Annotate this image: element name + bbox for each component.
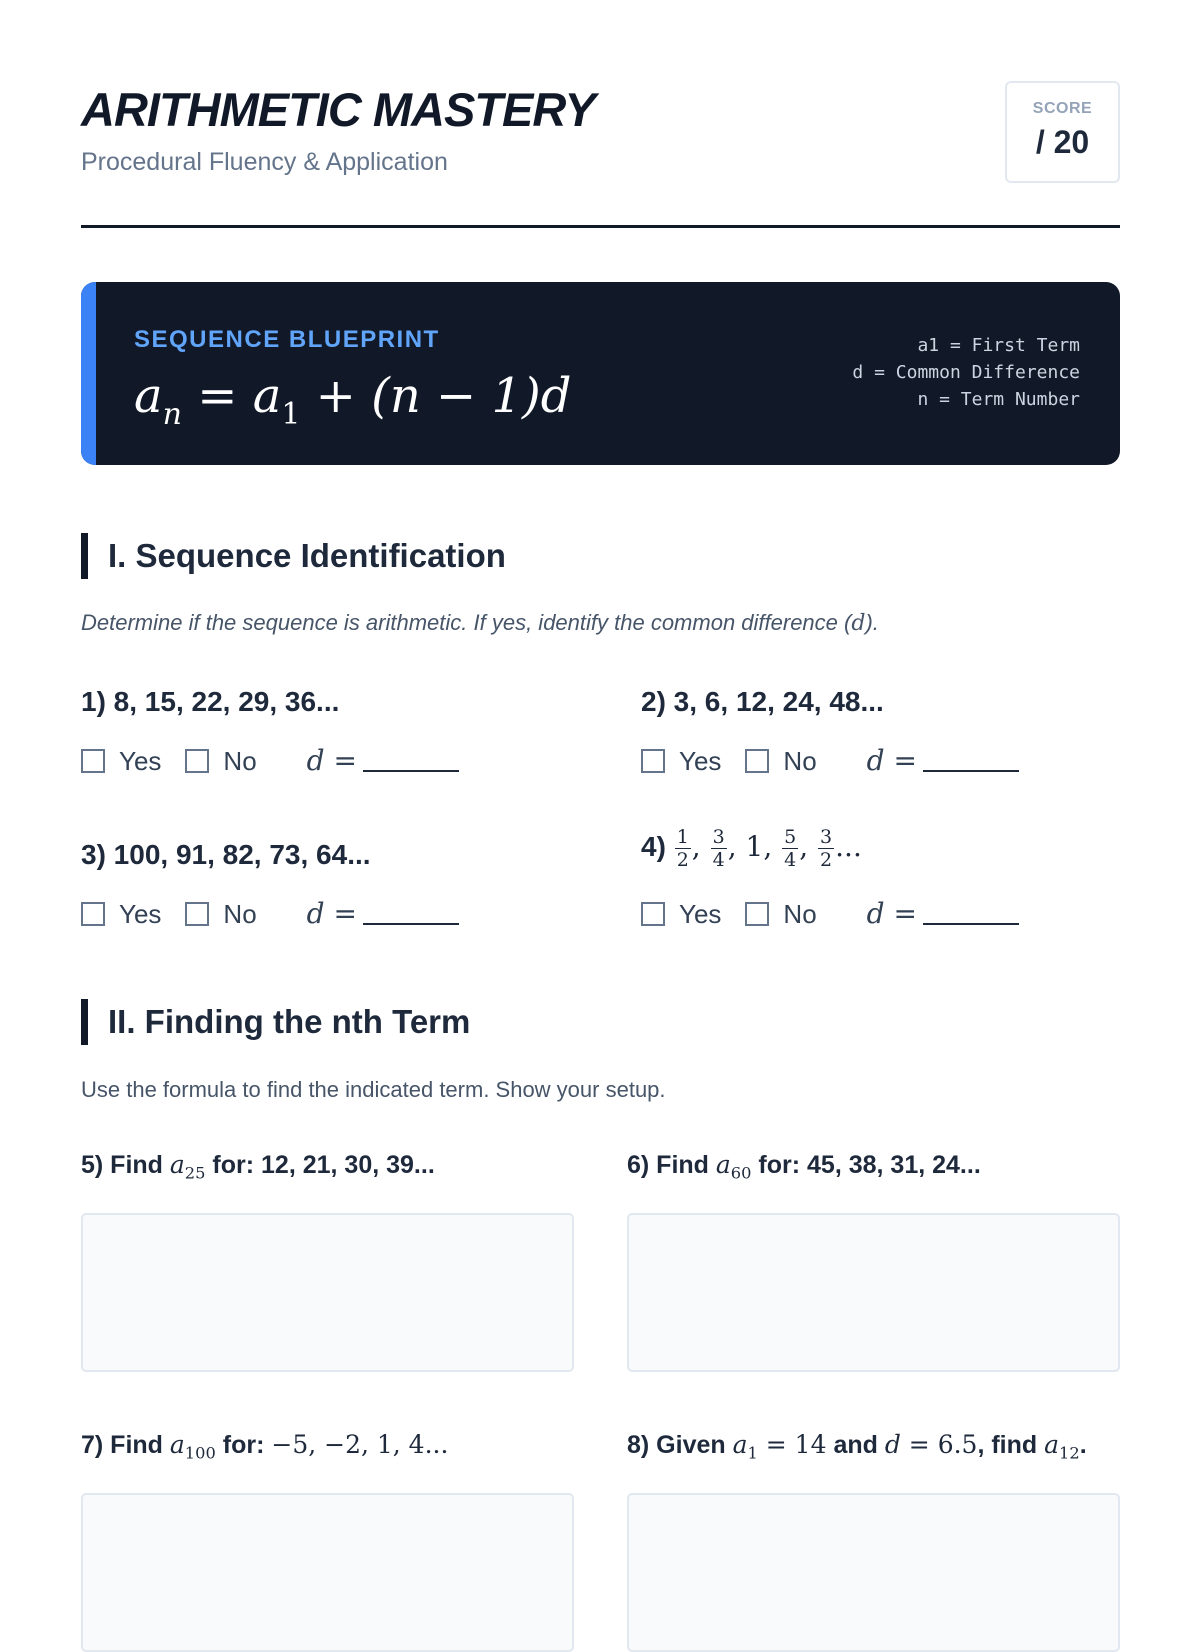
q4-d-label: d = [866,897,917,930]
frac4-num: 3 [820,826,833,848]
blueprint-label: SEQUENCE BLUEPRINT [134,326,440,353]
q4-yes-checkbox[interactable] [641,902,665,926]
p7-sequence: −5, −2, 1, 4... [271,1430,449,1459]
q4-no-option[interactable] [745,899,816,930]
blueprint-accent-bar [81,282,96,465]
p6-sub: 60 [730,1163,752,1183]
q3-d-blank[interactable] [363,901,459,925]
q4-no-label: No [783,899,817,929]
q1-d-label: d = [306,744,357,777]
q4-no-checkbox[interactable] [745,902,769,926]
q4-number: 4) [641,830,666,862]
p8-a1-value: = 14 [757,1430,827,1459]
p5-pre: 5) Find [81,1151,170,1179]
q2-yes-option[interactable] [641,746,721,777]
worksheet-subtitle: Procedural Fluency & Application [81,148,448,176]
q1-d-blank[interactable] [363,748,459,772]
header-divider [81,225,1120,228]
problem-8-work-area[interactable] [627,1493,1120,1652]
q3-yes-option[interactable] [81,899,161,930]
legend-n: n = Term Number [917,389,1080,410]
formula-a1: a [252,368,282,424]
q3-yes-checkbox[interactable] [81,902,105,926]
p5-post: for: 12, 21, 30, 39... [205,1151,435,1179]
question-3-title: 3) 100, 91, 82, 73, 64... [81,839,371,870]
p8-d-value: = 6.5 [900,1430,978,1459]
q2-no-checkbox[interactable] [745,749,769,773]
q4-ellipsis: ... [835,829,862,863]
formula-rest: + (n − 1)d [300,368,572,424]
section-2-heading: II. Finding the nth Term [81,999,470,1045]
p8-sub-target: 12 [1059,1443,1080,1463]
q2-d-label: d = [866,744,917,777]
frac2-den: 4 [712,849,725,871]
q2-d-blank[interactable] [923,748,1019,772]
p6-var: a [715,1150,731,1179]
frac4-den: 2 [820,849,833,871]
q2-yes-label: Yes [679,746,722,776]
q4-one: 1 [745,829,764,863]
frac2-num: 3 [712,826,725,848]
problem-7-work-area[interactable] [81,1493,574,1652]
frac3-den: 4 [784,849,797,871]
question-2-options [641,744,1019,777]
section-1-heading: I. Sequence Identification [81,533,506,579]
problem-5-title [81,1150,435,1183]
frac1-den: 2 [676,849,689,871]
problem-5-work-area[interactable] [81,1213,574,1372]
problem-6-work-area[interactable] [627,1213,1120,1372]
score-label: SCORE [1032,100,1093,117]
question-1-title: 1) 8, 15, 22, 29, 36... [81,686,340,717]
question-3-options [81,897,459,930]
q4-fraction-2 [711,826,727,871]
q4-yes-option[interactable] [641,899,721,930]
q3-no-option[interactable] [185,899,256,930]
q3-yes-label: Yes [119,899,162,929]
q4-fraction-4 [818,826,834,871]
legend-d: d = Common Difference [852,362,1080,383]
problem-7-title [81,1430,448,1463]
p5-sub: 25 [184,1163,206,1183]
legend-a1: a1 = First Term [917,335,1080,356]
score-value: / 20 [1035,124,1090,160]
p8-pre: 8) Given [627,1431,733,1459]
q2-no-option[interactable] [745,746,816,777]
q1-yes-option[interactable] [81,746,161,777]
p7-var: a [169,1430,185,1459]
problem-6-title [627,1150,981,1183]
p8-find: , find [977,1431,1045,1459]
blueprint-formula [134,368,572,432]
question-1-options [81,744,459,777]
blueprint-legend [852,332,1080,413]
q4-yes-label: Yes [679,899,722,929]
formula-a: a [134,368,163,424]
q4-fraction-3 [782,826,798,871]
instruction-text-end: ). [865,610,879,635]
frac3-num: 5 [784,826,797,848]
q2-no-label: No [783,746,817,776]
q4-d-blank[interactable] [923,901,1019,925]
q4-fraction-1 [675,826,691,871]
p8-var: a [732,1430,748,1459]
formula-sub-1: 1 [281,397,301,432]
section-1-instruction [81,610,879,636]
q3-d-label: d = [306,897,357,930]
q1-no-option[interactable] [185,746,256,777]
q2-yes-checkbox[interactable] [641,749,665,773]
section-2-instruction: Use the formula to find the indicated term. Show your setup. [81,1077,666,1102]
formula-sub-n: n [162,397,182,432]
p8-post: . [1079,1431,1087,1459]
frac1-num: 1 [676,826,689,848]
p7-post: for: [215,1431,272,1459]
score-box [1005,81,1120,183]
p8-sub: 1 [747,1443,758,1463]
formula-eq: = [181,368,253,424]
worksheet-title: ARITHMETIC MASTERY [81,83,595,136]
p7-sub: 100 [184,1443,216,1463]
question-2-title: 2) 3, 6, 12, 24, 48... [641,686,884,717]
question-4-title: 4) $\frac{1}{2}$ , $\frac{3}{4}$ , 1, $\frac{5}{4}$ , $\frac{3}{2}$ ... [641,826,862,871]
instruction-var-d: d [851,611,866,636]
p7-pre: 7) Find [81,1431,170,1459]
q1-no-checkbox[interactable] [185,749,209,773]
q3-no-checkbox[interactable] [185,902,209,926]
p8-var-target: a [1044,1430,1060,1459]
question-4-options [641,897,1019,930]
p8-var-d: d [884,1430,901,1459]
sequence-blueprint-card [81,282,1120,465]
q1-yes-label: Yes [119,746,162,776]
p6-post: for: 45, 38, 31, 24... [751,1151,981,1179]
problem-8-title [627,1430,1087,1463]
p6-pre: 6) Find [627,1151,716,1179]
q1-no-label: No [223,746,257,776]
instruction-text: Determine if the sequence is arithmetic. If yes, identify the common difference ( [81,610,852,635]
p5-var: a [169,1150,185,1179]
p8-and: and [826,1431,885,1459]
q3-no-label: No [223,899,257,929]
q1-yes-checkbox[interactable] [81,749,105,773]
